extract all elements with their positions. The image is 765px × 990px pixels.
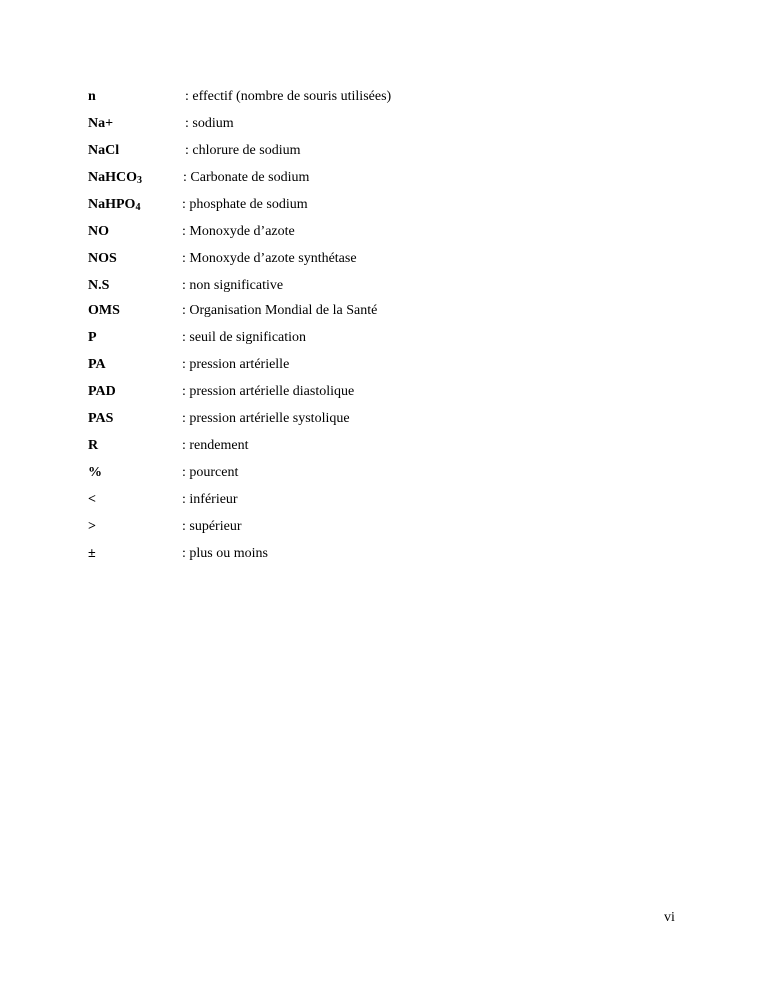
- abbreviation-row: [88, 329, 688, 356]
- abbreviation-term: ±: [88, 546, 96, 561]
- abbreviation-definition: : non significative: [182, 278, 284, 293]
- page-number: vi: [664, 910, 675, 925]
- abbreviation-definition: : pression artérielle systolique: [182, 411, 350, 426]
- abbreviation-row: [88, 169, 688, 196]
- abbreviation-term: PAD: [88, 384, 116, 399]
- abbreviation-row: [88, 518, 688, 545]
- abbreviation-term: <: [88, 492, 96, 507]
- abbreviation-row: [88, 410, 688, 437]
- abbreviation-row: [88, 491, 688, 518]
- abbreviation-term: PAS: [88, 411, 114, 426]
- abbreviation-definition: : chlorure de sodium: [185, 143, 301, 158]
- subscript: 4: [135, 202, 141, 213]
- abbreviation-term: n: [88, 89, 96, 104]
- abbreviation-row: [88, 142, 688, 169]
- abbreviation-row: [88, 356, 688, 383]
- abbreviation-row: [88, 223, 688, 250]
- abbreviation-definition: : rendement: [182, 438, 249, 453]
- abbreviation-row: [88, 464, 688, 491]
- abbreviation-definition: : Carbonate de sodium: [183, 170, 310, 185]
- abbreviation-row: [88, 277, 688, 302]
- abbreviation-term: N.S: [88, 278, 110, 293]
- abbreviation-term: NO: [88, 224, 109, 239]
- abbreviation-term: NaCl: [88, 143, 120, 158]
- abbreviation-definition: : plus ou moins: [182, 546, 268, 561]
- abbreviation-term: >: [88, 519, 96, 534]
- abbreviation-row: [88, 250, 688, 277]
- abbreviation-row: [88, 545, 688, 572]
- abbreviation-term: %: [88, 465, 102, 480]
- abbreviation-definition: : Monoxyde d’azote synthétase: [182, 251, 357, 266]
- abbreviation-term: NOS: [88, 251, 117, 266]
- abbreviation-row: [88, 115, 688, 142]
- abbreviation-definition: : pression artérielle diastolique: [182, 384, 355, 399]
- abbreviation-row: [88, 383, 688, 410]
- abbreviation-definition: : Monoxyde d’azote: [182, 224, 295, 239]
- abbreviation-definition: : seuil de signification: [182, 330, 307, 345]
- abbreviation-definition: : phosphate de sodium: [182, 197, 308, 212]
- abbreviation-definition: : supérieur: [182, 519, 242, 534]
- abbreviation-definition: : inférieur: [182, 492, 238, 507]
- abbreviation-definition: : effectif (nombre de souris utilisées): [185, 89, 392, 104]
- abbreviation-term: R: [88, 438, 99, 453]
- abbreviation-term: PA: [88, 357, 106, 372]
- abbreviation-term: NaHPO$_4$: [88, 197, 141, 213]
- abbreviation-term: NaHCO$_3$: [88, 170, 142, 186]
- abbreviation-term: OMS: [88, 303, 120, 318]
- abbreviation-list: [88, 88, 688, 572]
- abbreviation-definition: : Organisation Mondial de la Santé: [182, 303, 378, 318]
- abbreviation-row: [88, 302, 688, 329]
- abbreviation-row: [88, 196, 688, 223]
- abbreviation-definition: : pourcent: [182, 465, 239, 480]
- abbreviation-row: [88, 88, 688, 115]
- subscript: 3: [137, 175, 142, 186]
- abbreviation-term: Na+: [88, 116, 114, 131]
- abbreviation-term: P: [88, 330, 97, 345]
- abbreviation-definition: : sodium: [185, 116, 234, 131]
- abbreviation-row: [88, 437, 688, 464]
- abbreviation-definition: : pression artérielle: [182, 357, 290, 372]
